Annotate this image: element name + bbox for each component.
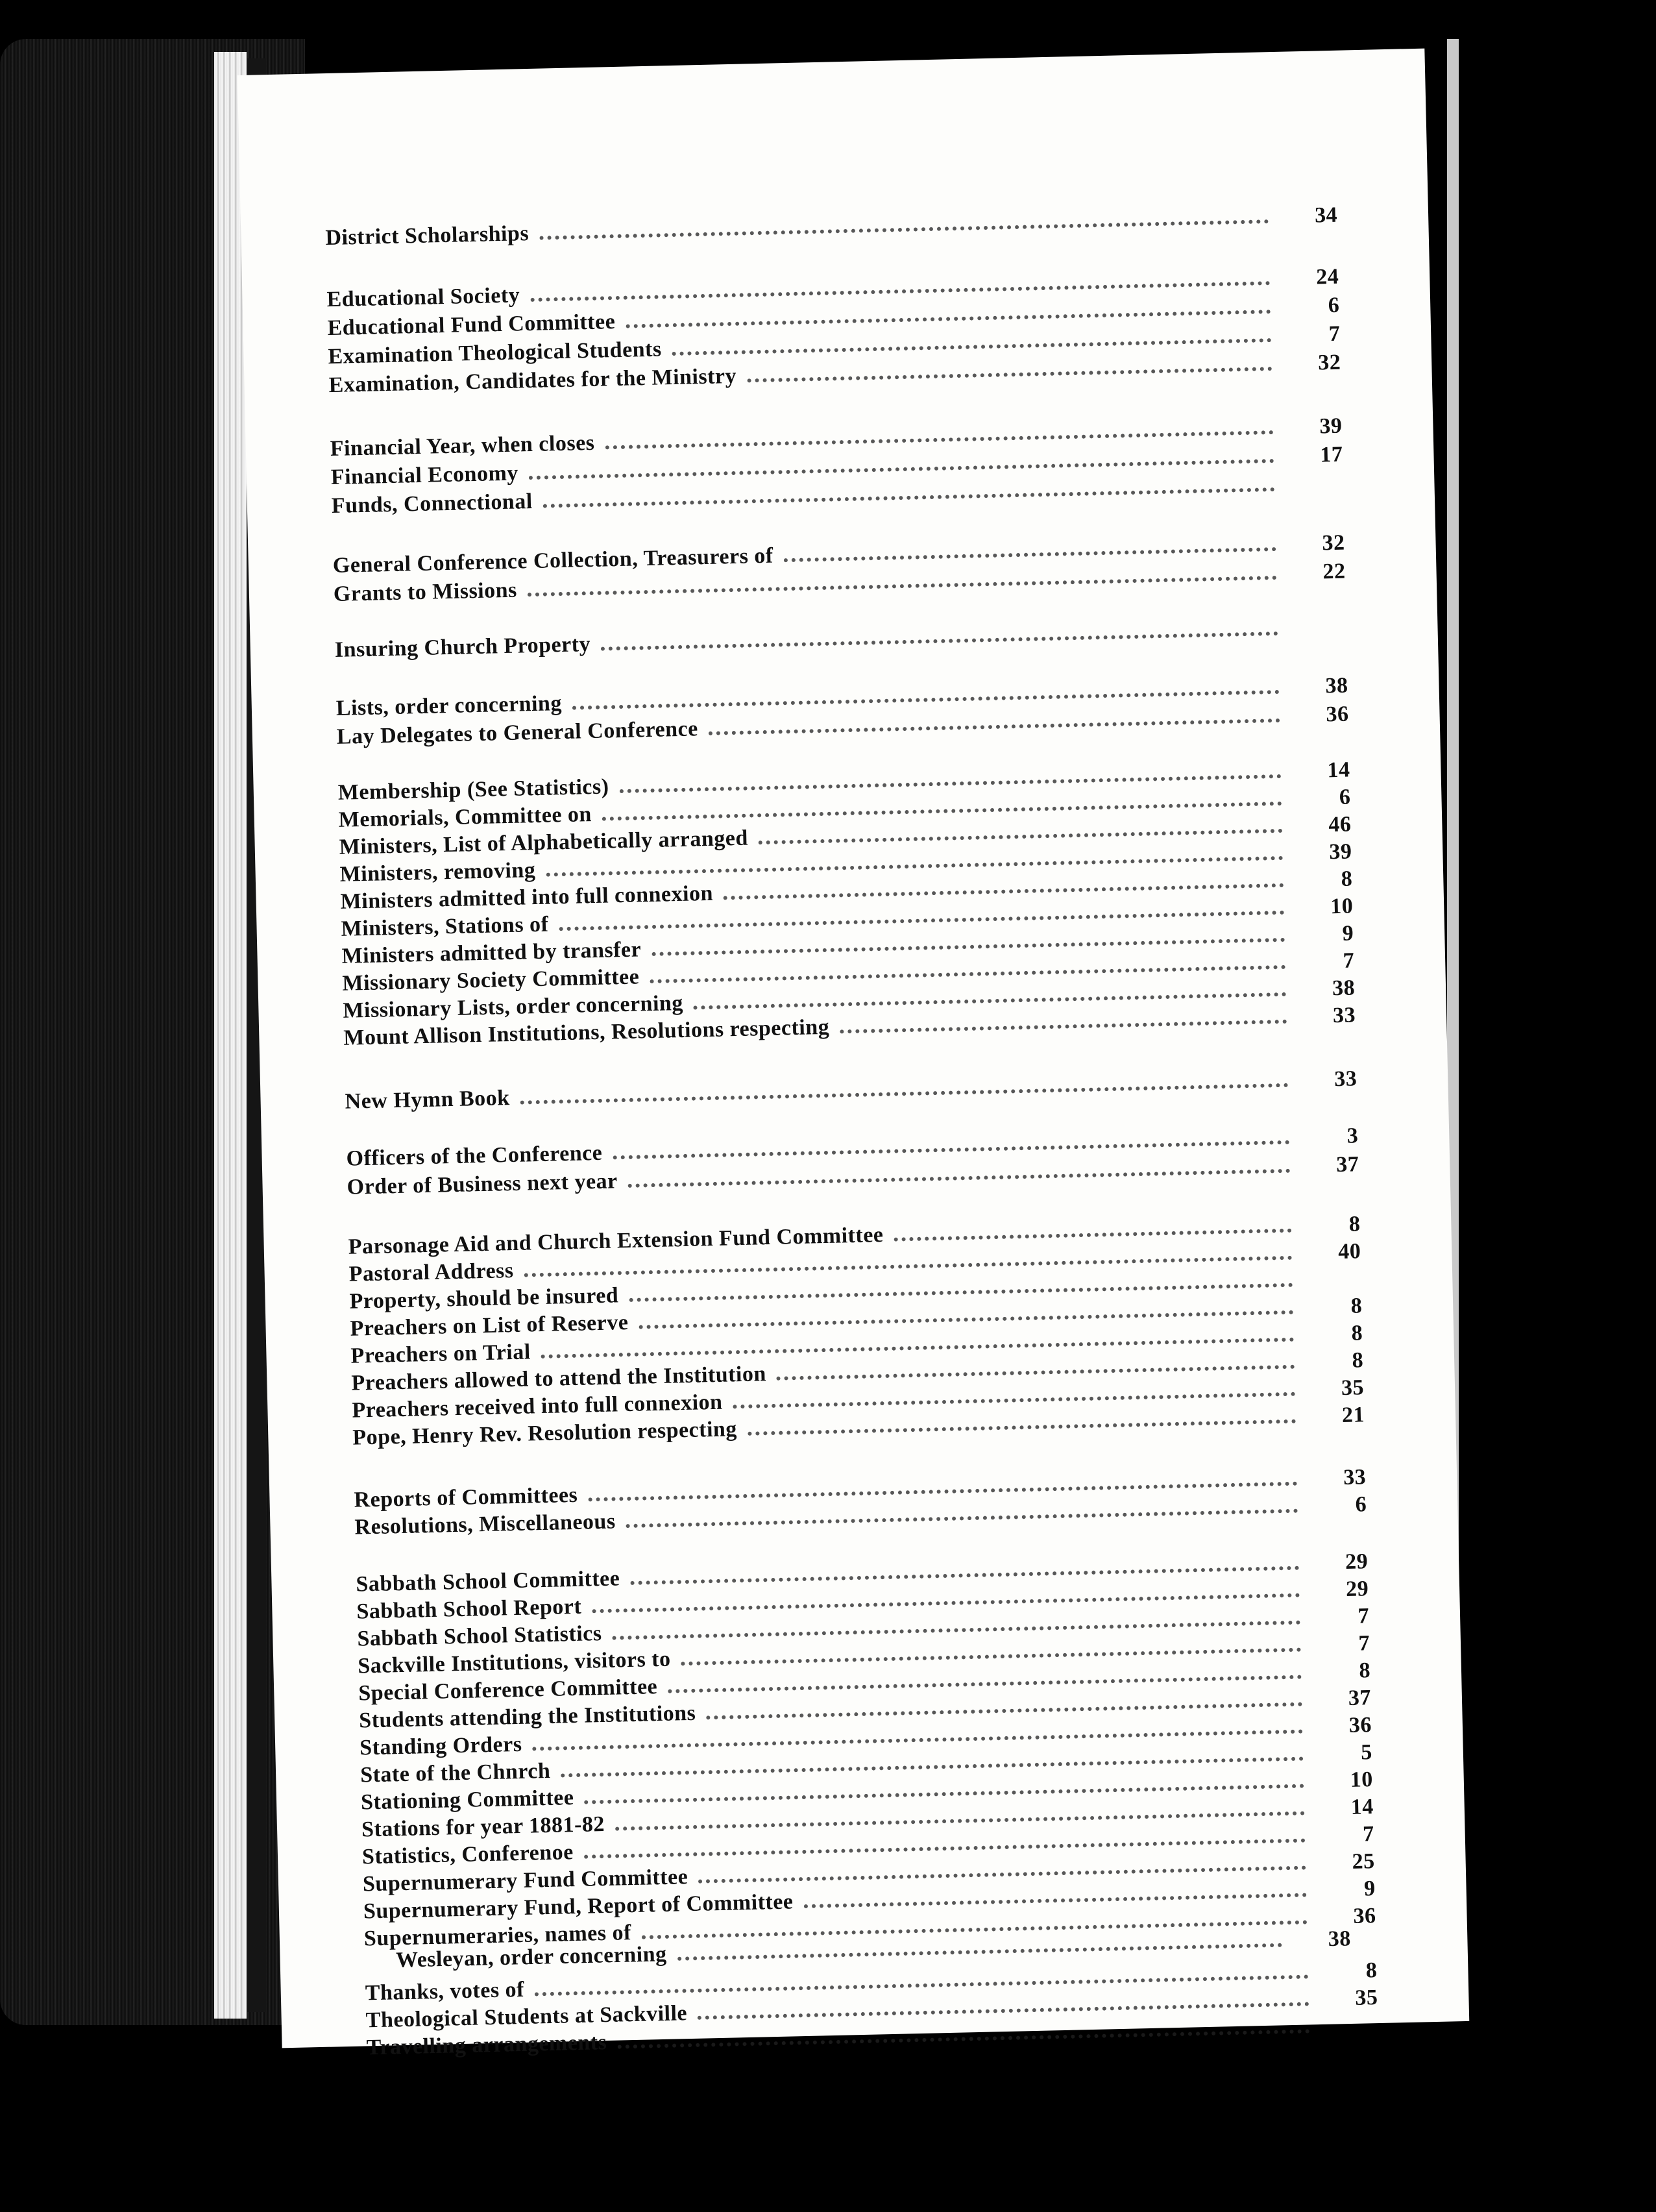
entry-page: 14 bbox=[1327, 757, 1350, 783]
entry-page: 32 bbox=[1322, 530, 1345, 556]
entry-label: Missionary Lists, order concerning bbox=[343, 990, 684, 1023]
entry-label: Preachers received into full connexion bbox=[352, 1390, 723, 1423]
dot-leader bbox=[520, 1077, 1288, 1105]
entry-label: Lay Delegates to General Conference bbox=[336, 717, 699, 749]
entry-page: 7 bbox=[1358, 1631, 1370, 1656]
entry-page: 10 bbox=[1350, 1767, 1374, 1792]
entry-label: Preachers on Trial bbox=[350, 1340, 531, 1368]
entry-page: 40 bbox=[1337, 1239, 1361, 1264]
entry-label: Memorials, Committee on bbox=[338, 802, 592, 832]
dot-leader bbox=[840, 1013, 1287, 1034]
entry-page: 7 bbox=[1358, 1604, 1370, 1628]
dot-leader bbox=[747, 360, 1272, 382]
entry-label: Ministers, removing bbox=[339, 858, 536, 887]
entry-label: Thanks, votes of bbox=[365, 1977, 525, 2006]
entry-page bbox=[1289, 634, 1347, 635]
entry-page: 9 bbox=[1342, 921, 1354, 946]
entry-page: 22 bbox=[1322, 559, 1346, 584]
entry-label: Students attending the Institutions bbox=[358, 1701, 696, 1733]
entry-page: 6 bbox=[1355, 1492, 1367, 1517]
index-entry bbox=[325, 203, 1338, 254]
entry-page: 7 bbox=[1328, 321, 1341, 347]
entry-label: Standing Orders bbox=[359, 1732, 522, 1760]
entry-label: New Hymn Book bbox=[345, 1086, 510, 1114]
entry-page: 7 bbox=[1343, 948, 1355, 973]
dot-leader bbox=[539, 213, 1269, 240]
dot-leader bbox=[733, 1386, 1295, 1409]
dot-leader bbox=[628, 1162, 1291, 1188]
entry-page: 5 bbox=[1360, 1740, 1373, 1765]
dot-leader bbox=[803, 1886, 1307, 1908]
entry-label: Order of Business next year bbox=[347, 1169, 618, 1199]
entry-label: Stations for year 1881-82 bbox=[361, 1812, 605, 1842]
entry-page: 36 bbox=[1348, 1713, 1372, 1738]
entry-label: Educational Fund Committee bbox=[327, 310, 616, 341]
entry-page bbox=[1321, 2032, 1379, 2033]
entry-label: Property, should be insured bbox=[349, 1283, 619, 1314]
entry-page: 35 bbox=[1354, 1985, 1378, 2010]
dot-leader bbox=[748, 1413, 1297, 1436]
entry-label: Pastoral Address bbox=[348, 1258, 514, 1286]
entry-page: 39 bbox=[1319, 413, 1343, 439]
entry-label: Reports of Committees bbox=[354, 1482, 578, 1512]
entry-page: 8 bbox=[1359, 1658, 1371, 1683]
entry-page: 38 bbox=[1332, 976, 1356, 1001]
index-entry bbox=[345, 1066, 1358, 1118]
entry-label: Lists, order concerning bbox=[335, 691, 563, 720]
entry-page: 6 bbox=[1339, 785, 1351, 809]
entry-page: 35 bbox=[1341, 1375, 1365, 1401]
entry-label: Pope, Henry Rev. Resolution respecting bbox=[352, 1417, 738, 1450]
entry-label: Ministers, Stations of bbox=[341, 912, 549, 941]
entry-label: Educational Society bbox=[326, 283, 520, 312]
entry-label: Mount Allison Institutions, Resolutions respecting bbox=[343, 1014, 830, 1050]
entry-label: Parsonage Aid and Church Extension Fund Committee bbox=[348, 1223, 884, 1259]
entry-page: 6 bbox=[1328, 293, 1340, 318]
dot-leader bbox=[724, 877, 1284, 900]
entry-label: Statistics, Conferenoe bbox=[361, 1840, 574, 1869]
entry-label: Preachers allowed to attend the Institution bbox=[351, 1362, 767, 1395]
entry-label: Supernumeraries, names of bbox=[363, 1921, 632, 1951]
entry-page: 37 bbox=[1335, 1152, 1359, 1177]
entry-page: 33 bbox=[1333, 1066, 1358, 1092]
entry-page: 10 bbox=[1330, 894, 1354, 919]
entry-label: Examination, Candidates for the Ministry bbox=[328, 363, 737, 398]
entry-label: Travelling arrangements bbox=[366, 2030, 607, 2060]
entry-page: 36 bbox=[1353, 1904, 1376, 1928]
entry-label: State of the Chnrch bbox=[359, 1758, 551, 1788]
entry-page: 3 bbox=[1346, 1124, 1359, 1148]
entry-page: 38 bbox=[1325, 673, 1348, 698]
dot-leader bbox=[626, 303, 1271, 328]
dot-leader bbox=[672, 332, 1271, 356]
entry-page: 8 bbox=[1351, 1321, 1363, 1346]
book-page-edges-light bbox=[214, 52, 247, 2019]
dot-leader bbox=[709, 712, 1280, 735]
entry-page: 32 bbox=[1317, 350, 1341, 375]
entry-label: Insuring Church Property bbox=[334, 632, 591, 662]
entry-page: 38 bbox=[1328, 1926, 1352, 1952]
entry-page: 21 bbox=[1341, 1403, 1365, 1428]
entry-label: Resolutions, Miscellaneous bbox=[354, 1509, 616, 1540]
entry-page bbox=[1304, 1285, 1362, 1286]
entry-label: Financial Year, when closes bbox=[330, 430, 595, 461]
dot-leader bbox=[601, 625, 1278, 651]
entry-page: 39 bbox=[1328, 839, 1352, 865]
entry-label: Stationing Committee bbox=[360, 1786, 574, 1815]
entry-page: 24 bbox=[1315, 264, 1339, 289]
entry-page: 29 bbox=[1345, 1549, 1369, 1574]
entry-label: Sabbath School Statistics bbox=[357, 1621, 602, 1651]
dot-leader bbox=[677, 1937, 1282, 1961]
dot-leader bbox=[894, 1222, 1291, 1242]
index-entry bbox=[334, 615, 1347, 667]
entry-page: 7 bbox=[1362, 1822, 1375, 1847]
entry-label: Sackville Institutions, visitors to bbox=[357, 1647, 671, 1678]
entry-page: 33 bbox=[1332, 1003, 1356, 1028]
dot-leader bbox=[605, 424, 1273, 449]
entry-label: Ministers admitted by transfer bbox=[341, 937, 642, 968]
entry-page: 8 bbox=[1341, 866, 1353, 891]
entry-page: 14 bbox=[1350, 1795, 1374, 1819]
entry-label: Theological Students at Sackville bbox=[365, 2001, 688, 2033]
entry-page: 8 bbox=[1350, 1294, 1363, 1318]
entry-page: 29 bbox=[1345, 1577, 1369, 1601]
entry-label: Sabbath School Committee bbox=[356, 1566, 620, 1597]
entry-page: 37 bbox=[1348, 1686, 1372, 1710]
entry-page: 33 bbox=[1343, 1465, 1367, 1490]
entry-page: 8 bbox=[1348, 1212, 1361, 1236]
entry-label: Officers of the Conference bbox=[346, 1140, 603, 1171]
entry-label: Financial Economy bbox=[330, 461, 519, 490]
entry-page: 34 bbox=[1314, 203, 1338, 228]
entry-page: 25 bbox=[1352, 1849, 1376, 1874]
entry-label: Special Conference Committee bbox=[358, 1675, 658, 1706]
entry-page: 8 bbox=[1365, 1958, 1378, 1983]
entry-page: 8 bbox=[1352, 1348, 1364, 1373]
entry-label: Preachers on List of Reserve bbox=[350, 1310, 629, 1341]
entry-label: Funds, Connectional bbox=[331, 489, 533, 519]
index-page bbox=[237, 49, 1469, 2060]
entry-label: Wesleyan, order concerning bbox=[395, 1942, 667, 1972]
entry-page: 9 bbox=[1363, 1876, 1376, 1901]
entry-label: Examination Theological Students bbox=[328, 337, 663, 369]
entry-label: Grants to Missions bbox=[333, 578, 518, 606]
entry-page: 36 bbox=[1326, 702, 1349, 727]
entry-label: Ministers, List of Alphabetically arranged bbox=[339, 826, 749, 859]
entry-label: Supernumerary Fund Committee bbox=[362, 1865, 688, 1897]
entry-label: General Conference Collection, Treasurers of bbox=[332, 543, 774, 578]
entry-label: District Scholarships bbox=[325, 221, 530, 251]
dot-leader bbox=[759, 822, 1283, 844]
entry-page: 46 bbox=[1328, 812, 1352, 837]
entry-label: Supernumerary Fund, Report of Committee bbox=[363, 1889, 794, 1924]
entry-page bbox=[1285, 490, 1344, 491]
dot-leader bbox=[777, 1358, 1295, 1381]
entry-label: Membership (See Statistics) bbox=[337, 774, 609, 805]
entry-label: Sabbath School Report bbox=[356, 1594, 582, 1624]
entry-label: Ministers admitted into full connexion bbox=[340, 881, 714, 914]
entry-page: 17 bbox=[1320, 442, 1343, 467]
dot-leader bbox=[783, 541, 1276, 562]
entry-label: Missionary Society Committee bbox=[342, 965, 640, 996]
